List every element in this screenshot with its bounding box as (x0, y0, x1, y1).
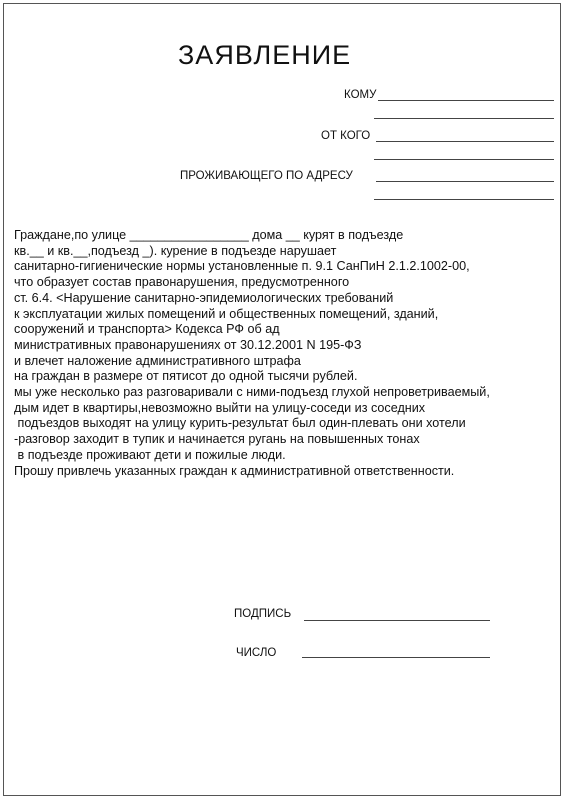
body-line: кв.__ и кв.__,подъезд _). курение в подъезде нарушает (14, 243, 337, 258)
date-line[interactable] (302, 657, 490, 658)
signature-line[interactable] (304, 620, 490, 621)
to-line-1[interactable] (378, 100, 554, 101)
body-line: на граждан в размере от пятисот до одной тысячи рублей. (14, 369, 358, 384)
document-page (3, 3, 561, 796)
date-label: ЧИСЛО (236, 647, 277, 659)
body-line: в подъезде проживают дети и пожилые люди. (14, 447, 286, 462)
address-label: ПРОЖИВАЮЩЕГО ПО АДРЕСУ (180, 170, 353, 182)
body-line: что образует состав правонарушения, предусмотренного (14, 275, 350, 290)
from-label: ОТ КОГО (321, 130, 371, 142)
from-line-2[interactable] (374, 159, 554, 160)
address-line-2[interactable] (374, 199, 554, 200)
signature-label: ПОДПИСЬ (234, 608, 292, 620)
body-line: санитарно-гигиенические нормы установленные п. 9.1 СанПиН 2.1.2.1002-00, (14, 259, 470, 274)
body-line: мы уже несколько раз разговаривали с ними-подъезд глухой непроветриваемый, (14, 385, 490, 400)
body-line: сооружений и транспорта> Кодекса РФ об ад (14, 322, 280, 337)
body-line: -разговор заходит в тупик и начинается ругань на повышенных тонах (14, 432, 420, 447)
body-line: Прошу привлечь указанных граждан к административной ответственности. (14, 463, 455, 478)
to-label: КОМУ (344, 89, 377, 101)
body-line: подъездов выходят на улицу курить-результат был один-плевать они хотели (14, 416, 466, 431)
body-line: и влечет наложение административного штрафа (14, 353, 301, 368)
from-line-1[interactable] (376, 141, 554, 142)
statement-body (14, 228, 559, 479)
address-line-1[interactable] (376, 181, 554, 182)
body-line: ст. 6.4. <Нарушение санитарно-эпидемиологических требований (14, 290, 394, 305)
body-line: дым идет в квартиры,невозможно выйти на улицу-соседи из соседних (14, 400, 426, 415)
body-line: Граждане,по улице _________________ дома __ курят в подъезде (14, 228, 404, 242)
document-title: ЗАЯВЛЕНИЕ (178, 40, 352, 70)
to-line-2[interactable] (374, 118, 554, 119)
body-line: к эксплуатации жилых помещений и общественных помещений, зданий, (14, 306, 439, 321)
body-line: министративных правонарушениях от 30.12.2001 N 195-ФЗ (14, 337, 362, 352)
